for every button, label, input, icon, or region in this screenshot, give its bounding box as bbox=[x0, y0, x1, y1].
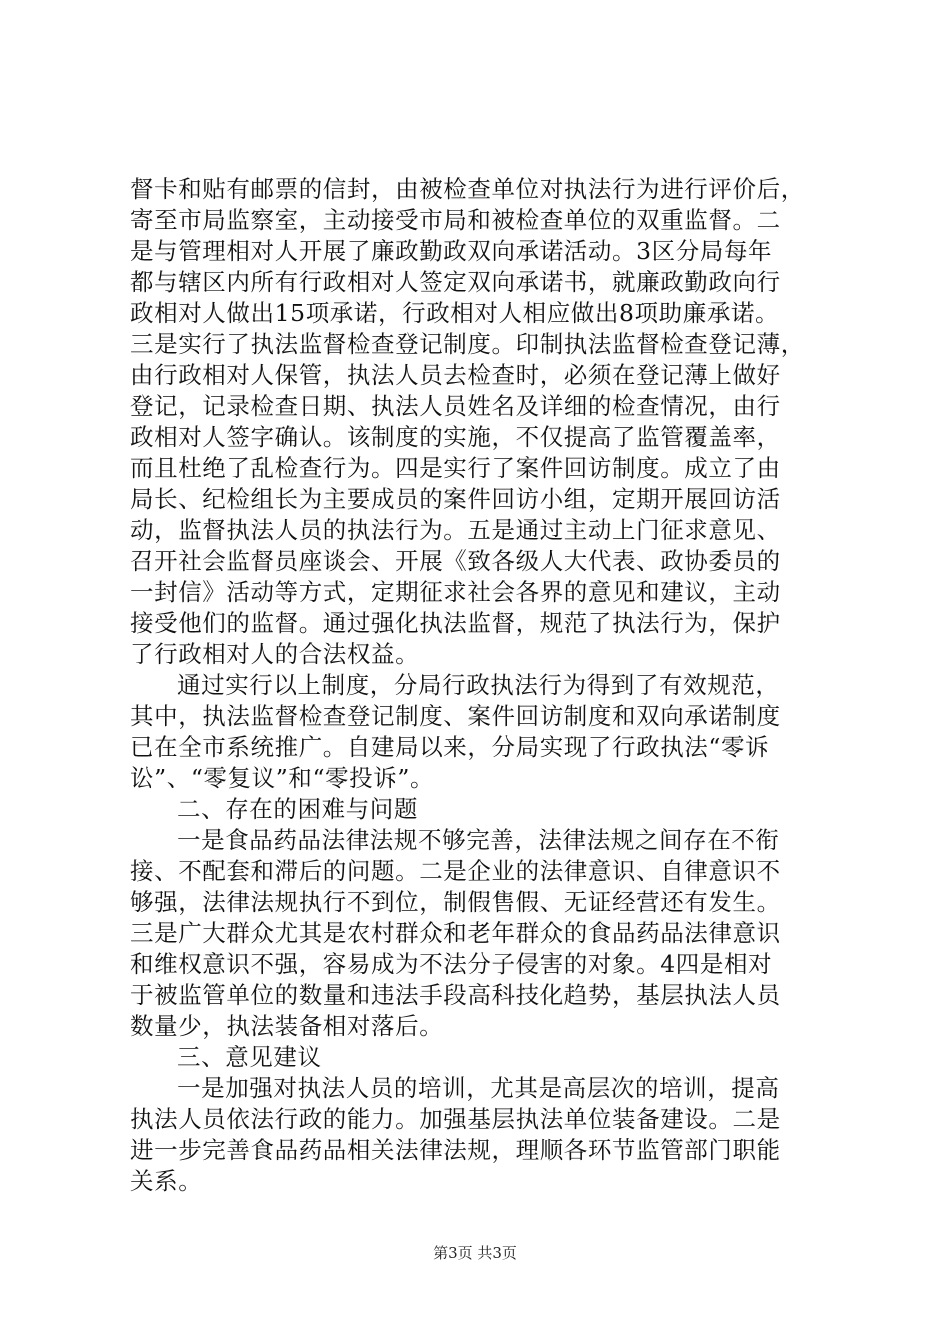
text-line: 督卡和贴有邮票的信封，由被检查单位对执法行为进行评价后， bbox=[130, 175, 805, 203]
section-heading: 三、意见建议 bbox=[177, 1043, 322, 1071]
text-line: 其中，执法监督检查登记制度、案件回访制度和双向承诺制度 bbox=[130, 702, 781, 730]
text-line: 而且杜绝了乱检查行为。四是实行了案件回访制度。成立了由 bbox=[130, 454, 781, 482]
document-body bbox=[130, 174, 830, 1197]
text-line: 政相对人签字确认。该制度的实施，不仅提高了监管覆盖率， bbox=[130, 423, 781, 451]
text-line: 三是广大群众尤其是农村群众和老年群众的食品药品法律意识 bbox=[130, 919, 781, 947]
text-line: 由行政相对人保管，执法人员去检查时，必须在登记薄上做好 bbox=[130, 361, 781, 389]
paragraph-start-line: 一是食品药品法律法规不够完善，法律法规之间存在不衔 bbox=[177, 826, 780, 854]
text-line: 和维权意识不强，容易成为不法分子侵害的对象。4四是相对 bbox=[130, 950, 773, 978]
text-line: 关系。 bbox=[130, 1167, 203, 1195]
text-line: 执法人员依法行政的能力。加强基层执法单位装备建设。二是 bbox=[130, 1105, 781, 1133]
text-line: 都与辖区内所有行政相对人签定双向承诺书，就廉政勤政向行 bbox=[130, 268, 781, 296]
text-line: 三是实行了执法监督检查登记制度。印制执法监督检查登记薄， bbox=[130, 330, 805, 358]
text-line: 接受他们的监督。通过强化执法监督，规范了执法行为，保护 bbox=[130, 609, 781, 637]
text-line: 是与管理相对人开展了廉政勤政双向承诺活动。3区分局每年 bbox=[130, 237, 773, 265]
page-footer bbox=[0, 1243, 950, 1263]
text-line: 政相对人做出15项承诺，行政相对人相应做出8项助廉承诺。 bbox=[130, 299, 780, 327]
text-line: 动，监督执法人员的执法行为。五是通过主动上门征求意见、 bbox=[130, 516, 781, 544]
text-line: 一封信》活动等方式，定期征求社会各界的意见和建议，主动 bbox=[130, 578, 781, 606]
text-line: 了行政相对人的合法权益。 bbox=[130, 640, 420, 668]
text-line: 召开社会监督员座谈会、开展《致各级人大代表、政协委员的 bbox=[130, 547, 781, 575]
paragraph-start-line: 一是加强对执法人员的培训，尤其是高层次的培训，提高 bbox=[177, 1074, 780, 1102]
page-number: 第3页 共3页 bbox=[433, 1244, 517, 1262]
text-line: 接、不配套和滞后的问题。二是企业的法律意识、自律意识不 bbox=[130, 857, 781, 885]
text-line: 登记，记录检查日期、执法人员姓名及详细的检查情况，由行 bbox=[130, 392, 781, 420]
text-line: 进一步完善食品药品相关法律法规，理顺各环节监管部门职能 bbox=[130, 1136, 781, 1164]
text-line: 讼”、“零复议”和“零投诉”。 bbox=[130, 764, 435, 792]
text-line: 于被监管单位的数量和违法手段高科技化趋势，基层执法人员 bbox=[130, 981, 781, 1009]
text-line: 寄至市局监察室，主动接受市局和被检查单位的双重监督。二 bbox=[130, 206, 781, 234]
section-heading: 二、存在的困难与问题 bbox=[177, 795, 418, 823]
text-line: 已在全市系统推广。自建局以来，分局实现了行政执法“零诉 bbox=[130, 733, 770, 761]
text-line: 够强，法律法规执行不到位，制假售假、无证经营还有发生。 bbox=[130, 888, 781, 916]
text-line: 数量少，执法装备相对落后。 bbox=[130, 1012, 444, 1040]
text-line: 局长、纪检组长为主要成员的案件回访小组，定期开展回访活 bbox=[130, 485, 781, 513]
paragraph-start-line: 通过实行以上制度，分局行政执法行为得到了有效规范， bbox=[177, 671, 780, 699]
